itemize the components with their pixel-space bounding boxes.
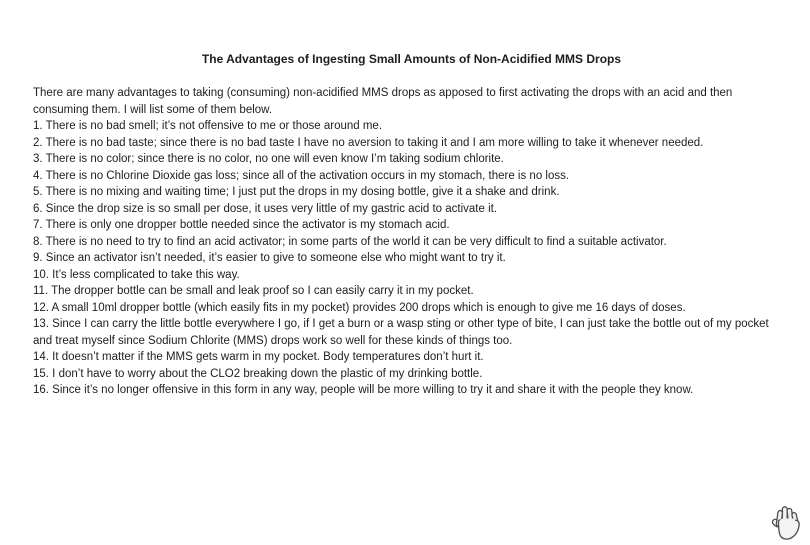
list-item-16: 16. Since it’s no longer offensive in this form in any way, people will be more willing to try it and share it with the people they know.: [33, 384, 694, 396]
document-title: The Advantages of Ingesting Small Amounts of Non-Acidified MMS Drops: [201, 52, 622, 66]
list-item-4: 4. There is no Chlorine Dioxide gas loss; since all of the activation occurs in my stomach, there is no loss.: [33, 169, 570, 182]
list-item-7: 7. There is only one dropper bottle needed since the activator is my stomach acid.: [33, 219, 450, 231]
list-item-1: 1. There is no bad smell; it’s not offensive to me or those around me.: [33, 120, 383, 132]
list-item-10: 10. It’s less complicated to take this way.: [33, 268, 240, 281]
list-item-12: 12. A small 10ml dropper bottle (which easily fits in my pocket) provides 200 drops which is enough to give me 16 days of doses.: [33, 301, 686, 314]
document-body: [33, 52, 790, 399]
list-item-11: 11. The dropper bottle can be small and leak proof so I can easily carry it in my pocket.: [33, 285, 474, 297]
intro-paragraph: There are many advantages to taking (consuming) non-acidified MMS drops as apposed to first activating the drops with an acid and then consuming them. I will list some of them below.: [33, 87, 733, 116]
list-item-8: 8. There is no need to try to find an acid activator; in some parts of the world it can be very difficult to find a suitable activator.: [33, 235, 667, 248]
document-content: [33, 85, 790, 399]
list-item-3: 3. There is no color; since there is no color, no one will even know I’m taking sodium chlorite.: [33, 153, 504, 165]
list-item-15: 15. I don’t have to worry about the CLO2 breaking down the plastic of my drinking bottle.: [33, 367, 483, 380]
list-item-5: 5. There is no mixing and waiting time; I just put the drops in my dosing bottle, give it a shake and drink.: [33, 186, 560, 198]
list-item-14: 14. It doesn’t matter if the MMS gets warm in my pocket. Body temperatures don’t hurt it.: [33, 351, 484, 363]
list-item-13: 13. Since I can carry the little bottle everywhere I go, if I get a burn or a wasp sting or other type of bite, I can just take the bottle out of my pocket and treat myself since Sodium Chlorite (MMS) drops work so well for these kinds of things too.: [33, 318, 769, 347]
list-item-2: 2. There is no bad taste; since there is no bad taste I have no aversion to taking it and I am more willing to take it whenever needed.: [33, 136, 704, 149]
list-item-9: 9. Since an activator isn’t needed, it’s easier to give to someone else who might want to try it.: [33, 252, 506, 264]
hand-pan-icon: [771, 502, 802, 540]
hand-cursor: [771, 502, 802, 540]
list-item-6: 6. Since the drop size is so small per dose, it uses very little of my gastric acid to activate it.: [33, 202, 498, 215]
